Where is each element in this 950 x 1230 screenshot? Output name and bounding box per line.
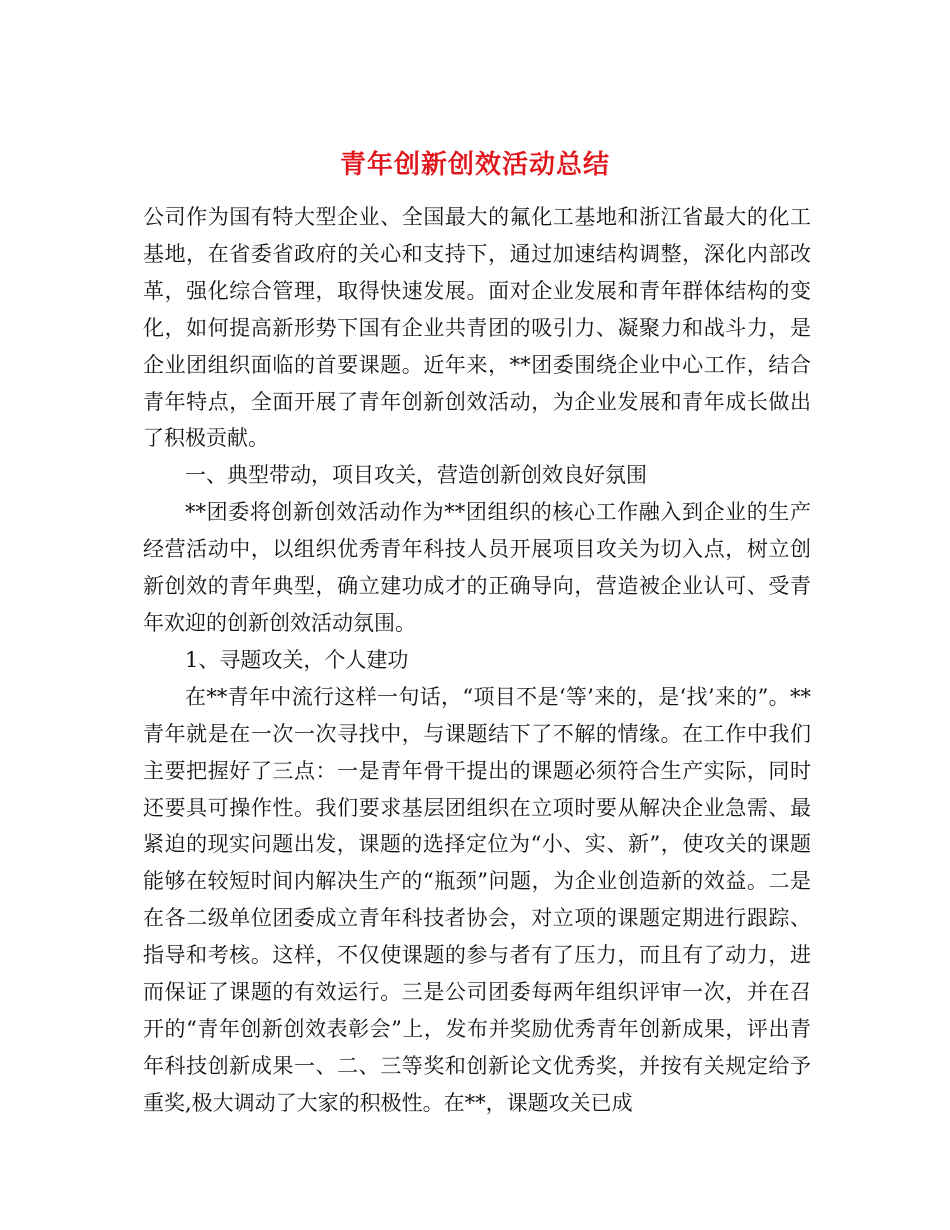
- paragraph-intro: 公司作为国有特大型企业、全国最大的氟化工基地和浙江省最大的化工基地，在省委省政府的关心和支持下，通过加速结构调整，深化内部改革，强化综合管理，取得快速发展。面对企业发展和青年群体结构的变化，如何提高新形势下国有企业共青团的吸引力、凝聚力和战斗力，是企业团组织面临的首要课题。近年来，**团委围绕企业中心工作，结合青年特点，全面开展了青年创新创效活动，为企业发展和青年成长做出了积极贡献。: [143, 205, 811, 451]
- subsection-heading-1: 1、寻题攻关，个人建功: [185, 647, 409, 672]
- section-heading-1: 一、典型带动，项目攻关，营造创新创效良好氛围: [185, 463, 647, 488]
- document-body: [143, 199, 811, 1122]
- paragraph-subsection-1: 在**青年中流行这样一句话，“项目不是‘等’来的，是‘找’来的”。**青年就是在一次一次寻找中，与课题结下了不解的情缘。在工作中我们主要把握好了三点：一是青年骨干提出的课题必须符合生产实际，同时还要具可操作性。我们要求基层团组织在立项时要从解决企业急需、最紧迫的现实问题出发，课题的选择定位为“小、实、新”，使攻关的课题能够在较短时间内解决生产的“瓶颈”问题，为企业创造新的效益。二是在各二级单位团委成立青年科技者协会，对立项的课题定期进行跟踪、指导和考核。这样，不仅使课题的参与者有了压力，而且有了动力，进而保证了课题的有效运行。三是公司团委每两年组织评审一次，并在召开的“青年创新创效表彰会”上，发布并奖励优秀青年创新成果，评出青年科技创新成果一、二、三等奖和创新论文优秀奖，并按有关规定给予重奖,极大调动了大家的积极性。在**，课题攻关已成: [143, 684, 811, 1115]
- document-title: 青年创新创效活动总结: [339, 150, 610, 181]
- paragraph-section-1: **团委将创新创效活动作为**团组织的核心工作融入到企业的生产经营活动中，以组织优秀青年科技人员开展项目攻关为切入点，树立创新创效的青年典型，确立建功成才的正确导向，营造被企业认可、受青年欢迎的创新创效活动氛围。: [143, 500, 811, 635]
